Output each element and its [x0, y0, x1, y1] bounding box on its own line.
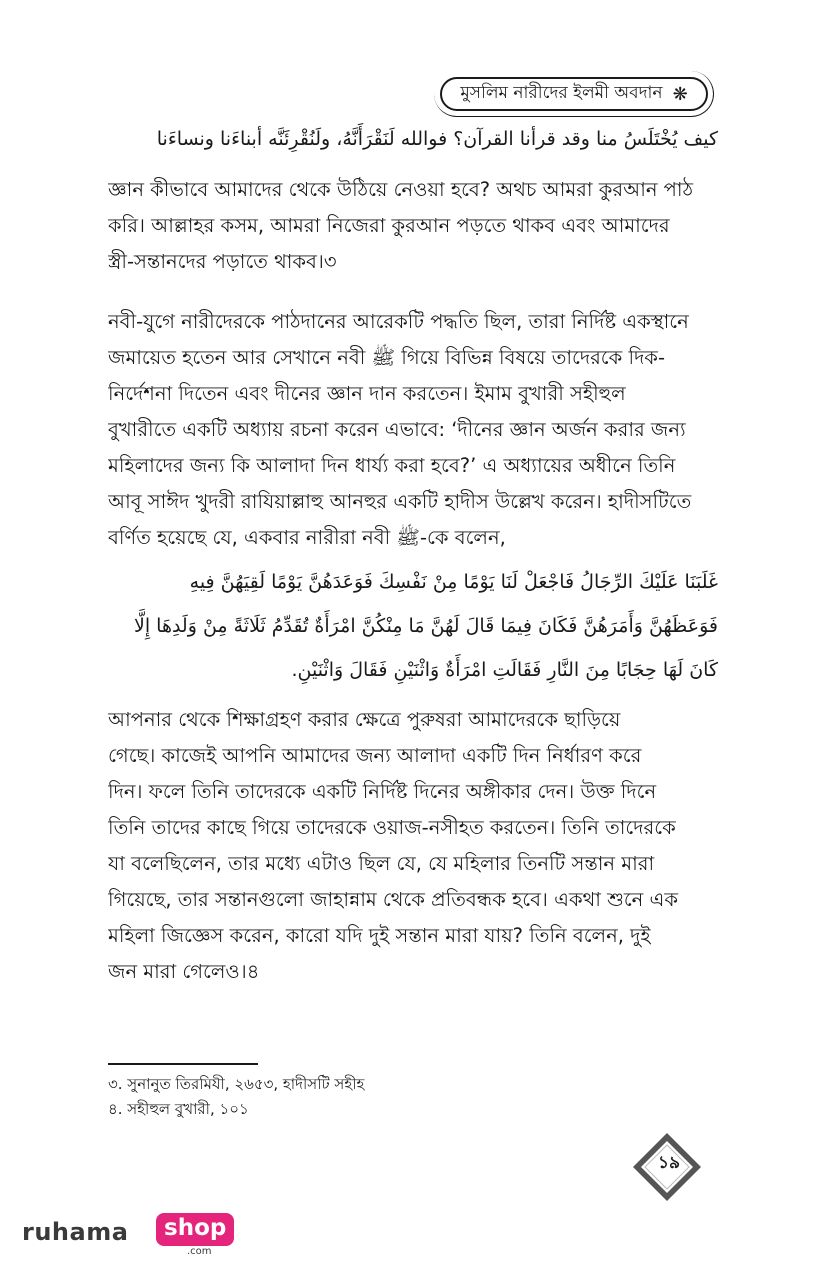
text-line: গিয়েছে, তার সন্তানগুলো জাহান্নাম থেকে প্রতিবন্ধক হবে। একথা শুনে এক — [108, 888, 679, 911]
text-line: আবূ সাঈদ খুদরী রাযিয়াল্লাহু আনহুর একটি হাদীস উল্লেখ করেন। হাদীসটিতে — [108, 490, 692, 513]
brand-name: ruhama — [22, 1218, 129, 1246]
text-line: স্ত্রী-সন্তানদের পড়াতে থাকব।৩ — [108, 250, 337, 273]
text-line: তিনি তাদের কাছে গিয়ে তাদেরকে ওয়াজ-নসীহত করতেন। তিনি তাদেরকে — [108, 816, 676, 839]
running-header — [440, 77, 708, 111]
footnote-3: ৩. সুনানুত তিরমিযী, ২৬৫৩, হাদীসটি সহীহ — [108, 1075, 365, 1093]
arabic-line: كَانَ لَهَا حِجَابًا مِنَ النَّارِ فَقَالَتِ امْرَأَةٌ وَاثْنَيْنِ فَقَالَ وَاثْنَيْنِ. — [291, 659, 718, 681]
page-number: ১৯ — [657, 1153, 681, 1173]
text-line: জ্ঞান কীভাবে আমাদের থেকে উঠিয়ে নেওয়া হবে? অথচ আমরা কুরআন পাঠ — [108, 178, 693, 201]
text-line: করি। আল্লাহর কসম, আমরা নিজেরা কুরআন পড়তে থাকব এবং আমাদের — [108, 214, 670, 237]
brand-domain: .com — [187, 1246, 212, 1257]
running-header-title: মুসলিম নারীদের ইলমী অবদান — [460, 83, 663, 103]
brand-shop-badge: shop — [156, 1213, 234, 1246]
footnote-4: ৪. সহীহুল বুখারী, ১০১ — [108, 1100, 249, 1118]
text-line: মহিলাদের জন্য কি আলাদা দিন ধার্য্য করা হবে?’ এ অধ্যায়ের অধীনে তিনি — [108, 454, 676, 477]
arabic-quote-intro: كيف يُخْتَلَسُ منا وقد قرأنا القرآن؟ فوالله لَنَقْرَأَنَّهُ، ولَنُقْرِئَنَّه أبناءَنا ونساءَنا — [156, 128, 718, 150]
flower-ornament-icon: ❋ — [672, 83, 688, 105]
text-line: জন মারা গেলেও।৪ — [108, 960, 260, 983]
text-line: বুখারীতে একটি অধ্যায় রচনা করেন এভাবে: ‘দীনের জ্ঞান অর্জন করার জন্য — [108, 418, 686, 441]
arabic-line: فَوَعَظَهُنَّ وَأَمَرَهُنَّ فَكَانَ فِيمَا قَالَ لَهُنَّ مَا مِنْكُنَّ امْرَأَةٌ تُقَدِّمُ ثَلَاثَةً مِنْ وَلَدِهَا إِلَّا — [134, 615, 718, 637]
footnote-divider — [108, 1063, 258, 1065]
text-line: নবী-যুগে নারীদেরকে পাঠদানের আরেকটি পদ্ধতি ছিল, তারা নির্দিষ্ট একস্থানে — [108, 310, 689, 333]
paragraph-2 — [108, 304, 718, 556]
paragraph-3 — [108, 702, 718, 990]
text-line: দিন। ফলে তিনি তাদেরকে একটি নির্দিষ্ট দিনের অঙ্গীকার দেন। উক্ত দিনে — [108, 780, 657, 803]
arabic-line: غَلَبَنَا عَلَيْكَ الرِّجَالُ فَاجْعَلْ لَنَا يَوْمًا مِنْ نَفْسِكَ فَوَعَدَهُنَّ يَوْمًا لَقِيَهُنَّ فِيهِ — [189, 571, 718, 593]
text-line: যা বলেছিলেন, তার মধ্যে এটাও ছিল যে, যে মহিলার তিনটি সন্তান মারা — [108, 852, 655, 875]
arabic-hadith — [108, 560, 718, 692]
text-line: আপনার থেকে শিক্ষাগ্রহণ করার ক্ষেত্রে পুরুষরা আমাদেরকে ছাড়িয়ে — [108, 708, 621, 731]
text-line: জমায়েত হতেন আর সেখানে নবী ﷺ গিয়ে বিভিন্ন বিষয়ে তাদেরকে দিক- — [108, 346, 665, 369]
text-line: মহিলা জিজ্ঞেস করেন, কারো যদি দুই সন্তান মারা যায়? তিনি বলেন, দুই — [108, 924, 651, 947]
paragraph-1 — [108, 172, 718, 280]
text-line: বর্ণিত হয়েছে যে, একবার নারীরা নবী ﷺ-কে বলেন, — [108, 526, 506, 549]
text-line: নির্দেশনা দিতেন এবং দীনের জ্ঞান দান করতেন। ইমাম বুখারী সহীহুল — [108, 382, 626, 405]
text-line: গেছে। কাজেই আপনি আমাদের জন্য আলাদা একটি দিন নির্ধারণ করে — [108, 744, 642, 767]
